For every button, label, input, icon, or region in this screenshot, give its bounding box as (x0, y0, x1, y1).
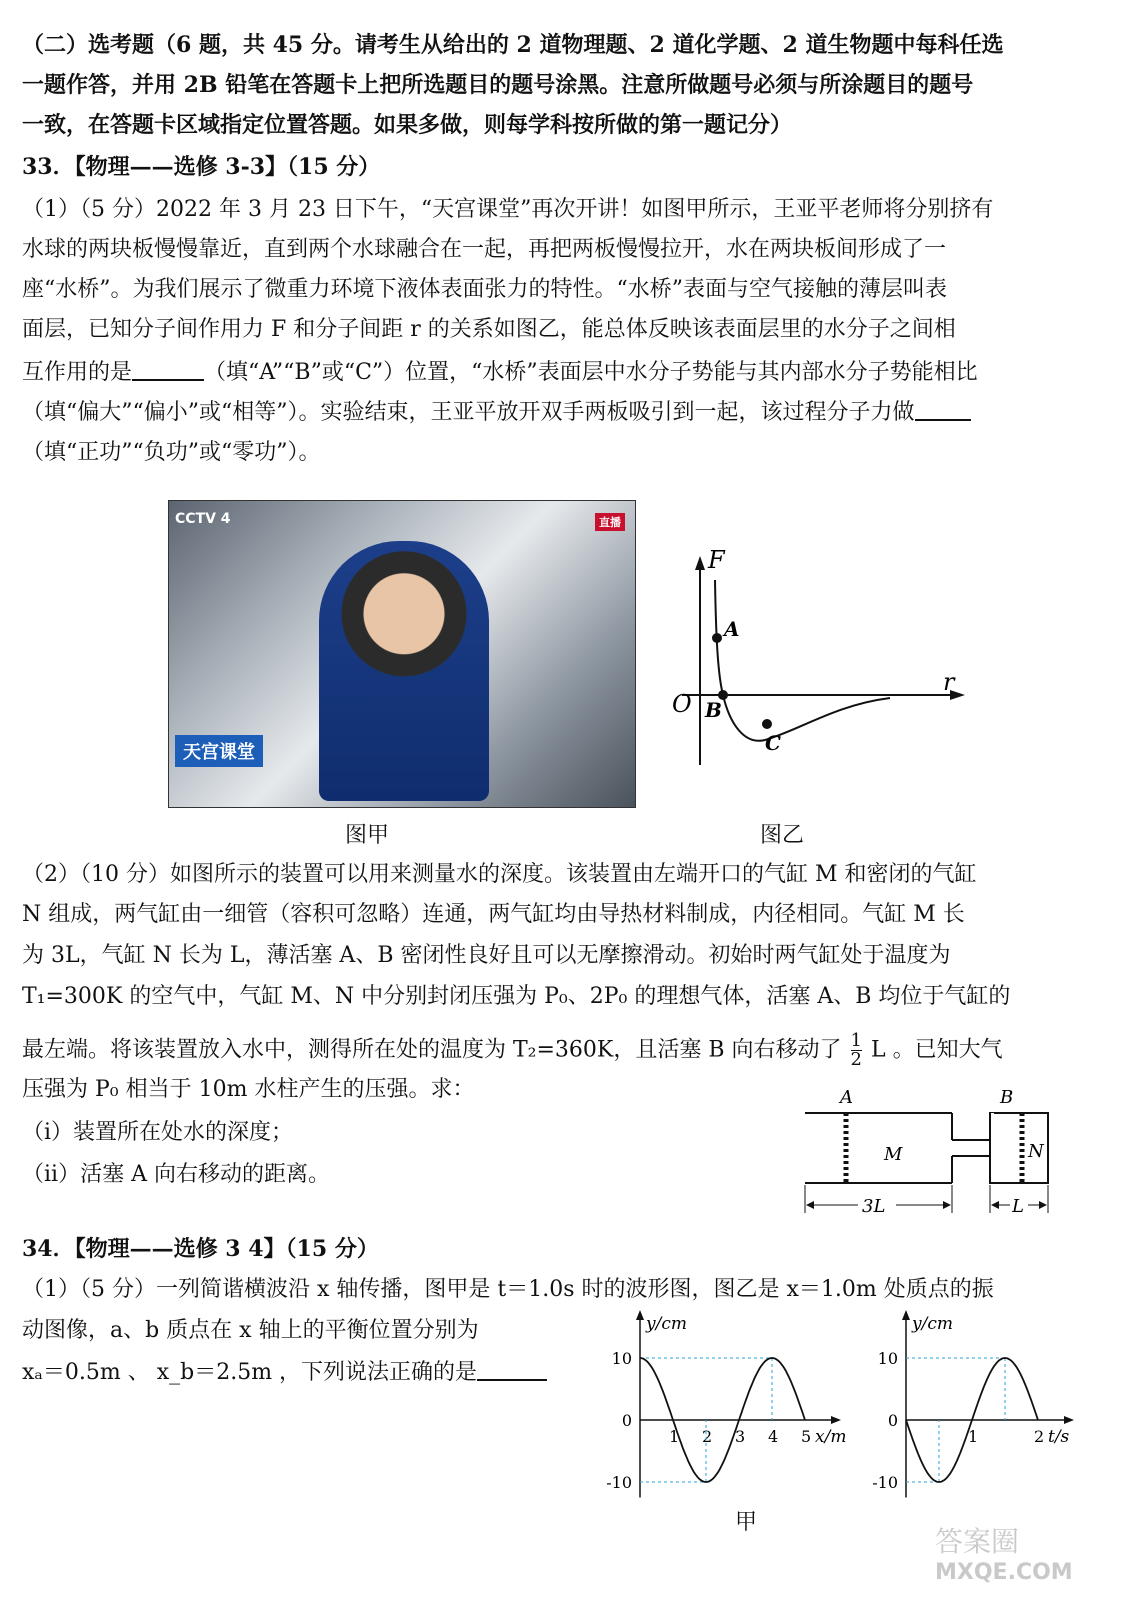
q33-p2-subq-i: （i）装置所在处水的深度； (22, 1120, 294, 1145)
fraction-denominator: 2 (850, 1049, 862, 1070)
cylinder-device-diagram (800, 1085, 1070, 1225)
chart0-y-tick-label: 0 (621, 1411, 632, 1430)
q33-p2-line-5a: 最左端。将该装置放入水中，测得所在处的温度为 T₂=360K，且活塞 B 向右移动了 (22, 1037, 842, 1063)
chart0-y-tick-label: 10 (611, 1349, 632, 1368)
answer-blank-1[interactable] (132, 357, 204, 381)
dim-m-left-arrow-icon (806, 1201, 814, 1209)
watermark-2: MXQE.COM (935, 1560, 1073, 1585)
answer-blank-3[interactable] (477, 1357, 547, 1381)
chart1-y-tick-label: 10 (877, 1349, 898, 1368)
chart0-x-tick-label: 5 (801, 1427, 812, 1446)
r-axis-label: r (943, 668, 955, 696)
fraction-numerator: 1 (850, 1030, 862, 1051)
chart1-x-label: t/s (1048, 1427, 1070, 1447)
force-distance-graph (660, 540, 980, 820)
point-b-label: B (705, 698, 722, 722)
vibration-chart (870, 1305, 1100, 1505)
q33-p2-line-5b: L 。已知大气 (870, 1037, 1003, 1063)
fig-a-caption: 图甲 (345, 823, 390, 848)
dim-m-right-arrow-icon (943, 1201, 951, 1209)
chart1-x-tick-label: 1 (968, 1427, 979, 1446)
piston-a-label: A (840, 1087, 853, 1108)
gas-m-label: M (884, 1144, 903, 1165)
point-a (712, 633, 722, 643)
chart0-x-tick-label: 3 (735, 1427, 746, 1446)
chart1-y-tick-label: 0 (887, 1411, 898, 1430)
wave-chart (600, 1305, 865, 1505)
q33-p2-line-5 (22, 1032, 1110, 1069)
q33-p1-line-1: （1）（5 分）2022 年 3 月 23 日下午，“天宫课堂”再次开讲！如图甲所示，王亚平老师将分别挤有 (22, 197, 994, 222)
q33-heading: 33．【物理——选修 3-3】（15 分） (22, 154, 381, 180)
q34-p1-line-1: （1）（5 分）一列简谐横波沿 x 轴传播，图甲是 t＝1.0s 时的波形图，图乙是 x＝1.0m 处质点的振 (22, 1277, 994, 1302)
gas-n-label: N (1028, 1141, 1044, 1162)
q33-p1-line-3: 座“水桥”。为我们展示了微重力环境下液体表面张力的特性。“水桥”表面与空气接触的薄层叫表 (22, 277, 947, 302)
q33-p1-line-5b: （填“A”“B”或“C”）位置，“水桥”表面层中水分子势能与其内部水分子势能相比 (204, 360, 978, 385)
chart1-y-label: y/cm (912, 1314, 953, 1334)
chart0-x-arrow-icon (831, 1416, 841, 1424)
wave-chart-caption: 甲 (735, 1510, 758, 1535)
chart1-y-arrow-icon (902, 1310, 910, 1320)
q33-p1-line-6 (22, 397, 1110, 428)
q34-heading: 34．【物理——选修 3 4】（15 分） (22, 1236, 379, 1262)
chart0-y-label: y/cm (646, 1314, 687, 1334)
fig-b-caption: 图乙 (760, 823, 805, 848)
chart0-x-tick-label: 2 (702, 1427, 713, 1446)
channel-badge: CCTV 4 (175, 511, 231, 527)
chart1-y-tick-label: -10 (872, 1473, 898, 1492)
q33-p1-line-5a: 互作用的是 (22, 360, 133, 385)
q33-p2-line-6: 压强为 P₀ 相当于 10m 水柱产生的压强。求： (22, 1077, 475, 1102)
point-a-label: A (724, 617, 740, 641)
chart1-x-tick-label: 2 (1034, 1427, 1045, 1446)
point-c (762, 719, 772, 729)
q33-p2-line-4: T₁=300K 的空气中，气缸 M、N 中分别封闭压强为 P₀、2P₀ 的理想气体，活塞 A、B 均位于气缸的 (22, 984, 1011, 1009)
q33-p1-line-7: （填“正功”“负功”或“零功”）。 (22, 440, 321, 465)
origin-label: O (672, 690, 692, 718)
chart0-x-label: x/m (815, 1427, 847, 1447)
q33-p2-line-2: N 组成，两气缸由一细管（容积可忽略）连通，两气缸均由导热材料制成，内径相同。气缸 M 长 (22, 902, 965, 927)
chart0-y-arrow-icon (636, 1310, 644, 1320)
q33-p2-subq-ii: （ii）活塞 A 向右移动的距离。 (22, 1162, 330, 1187)
q34-p1-line-3-text: xₐ＝0.5m 、 x_b＝2.5m ，下列说法正确的是 (22, 1360, 478, 1385)
intro-line-2: 一题作答，并用 2B 铅笔在答题卡上把所选题目的题号涂黑。注意所做题号必须与所涂题目的题号 (22, 72, 974, 98)
dim-m-label: 3L (862, 1196, 886, 1217)
q34-p1-line-2: 动图像，a、b 质点在 x 轴上的平衡位置分别为 (22, 1318, 479, 1343)
intro-line-1: （二）选考题（6 题，共 45 分。请考生从给出的 2 道物理题、2 道化学题、2 道生物题中每科任选 (22, 32, 1004, 58)
fraction-half (851, 1032, 862, 1069)
answer-blank-2[interactable] (915, 397, 971, 421)
dim-n-label: L (1012, 1196, 1024, 1217)
watermark-1: 答案圈 (935, 1525, 1020, 1558)
q33-p1-line-4: 面层，已知分子间作用力 F 和分子间距 r 的关系如图乙，能总体反映该表面层里的水分子之间相 (22, 317, 956, 342)
q33-p1-line-6a: （填“偏大”“偏小”或“相等”）。实验结束，王亚平放开双手两板吸引到一起，该过程分子力做 (22, 400, 915, 425)
q33-p1-line-5 (22, 357, 1110, 388)
intro-line-3: 一致，在答题卡区域指定位置答题。如果多做，则每学科按所做的第一题记分） (22, 112, 793, 138)
tiangong-photo (168, 500, 636, 808)
chart0-y-tick-label: -10 (606, 1473, 632, 1492)
live-badge: 直播 (595, 513, 625, 531)
q33-p2-line-1: （2）（10 分）如图所示的装置可以用来测量水的深度。该装置由左端开口的气缸 M 和密闭的气缸 (22, 862, 977, 887)
dim-n-left-arrow-icon (991, 1201, 999, 1209)
astronaut-figure (319, 541, 489, 801)
chart1-x-arrow-icon (1064, 1416, 1074, 1424)
tiangong-logo: 天宫课堂 (175, 735, 263, 767)
force-curve (715, 580, 890, 741)
chart0-x-tick-label: 1 (669, 1427, 680, 1446)
q33-p1-line-2: 水球的两块板慢慢靠近，直到两个水球融合在一起，再把两板慢慢拉开，水在两块板间形成了一 (22, 237, 947, 262)
point-c-label: C (765, 731, 781, 755)
f-axis-label: F (708, 546, 725, 574)
dim-n-right-arrow-icon (1039, 1201, 1047, 1209)
chart0-x-tick-label: 4 (768, 1427, 779, 1446)
f-axis-arrow-icon (695, 556, 705, 570)
q33-p2-line-3: 为 3L，气缸 N 长为 L，薄活塞 A、B 密闭性良好且可以无摩擦滑动。初始时两气缸处于温度为 (22, 943, 951, 968)
piston-b-label: B (1000, 1087, 1014, 1108)
